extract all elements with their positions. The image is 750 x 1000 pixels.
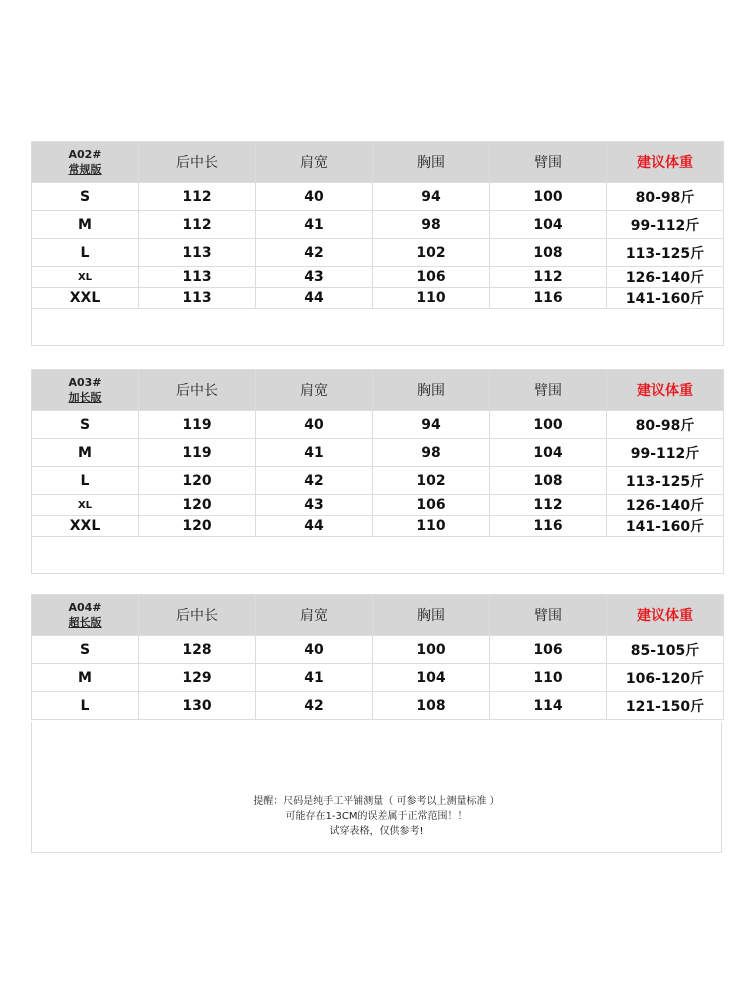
table-header-row xyxy=(32,595,724,636)
table-row xyxy=(32,267,724,288)
chest-value: 110 xyxy=(373,516,490,537)
header-weight: 建议体重 xyxy=(607,142,724,183)
arm-value: 112 xyxy=(490,495,607,516)
empty-cell xyxy=(32,309,724,346)
table-row xyxy=(32,183,724,211)
chest-value: 94 xyxy=(373,411,490,439)
length-value: 112 xyxy=(139,183,256,211)
arm-value: 100 xyxy=(490,183,607,211)
arm-value: 114 xyxy=(490,692,607,720)
chest-value: 110 xyxy=(373,288,490,309)
size-table-a02 xyxy=(31,141,724,346)
weight-value: 99-112斤 xyxy=(607,439,724,467)
shoulder-value: 41 xyxy=(256,439,373,467)
header-length: 后中长 xyxy=(139,142,256,183)
weight-value: 85-105斤 xyxy=(607,636,724,664)
arm-value: 108 xyxy=(490,239,607,267)
length-value: 128 xyxy=(139,636,256,664)
table-header-row xyxy=(32,370,724,411)
size-table-a04 xyxy=(31,594,724,720)
chest-value: 98 xyxy=(373,211,490,239)
arm-value: 104 xyxy=(490,211,607,239)
header-shoulder: 肩宽 xyxy=(256,595,373,636)
model-name: 常规版 xyxy=(68,163,102,176)
note-line: 提醒：尺码是纯手工平铺测量（ 可参考以上测量标准 ） xyxy=(253,796,500,807)
table-row xyxy=(32,411,724,439)
weight-value: 126-140斤 xyxy=(607,267,724,288)
weight-value: 80-98斤 xyxy=(607,411,724,439)
shoulder-value: 42 xyxy=(256,692,373,720)
chest-value: 106 xyxy=(373,267,490,288)
table-row xyxy=(32,467,724,495)
length-value: 113 xyxy=(139,239,256,267)
shoulder-value: 44 xyxy=(256,516,373,537)
measurement-notes xyxy=(32,794,721,839)
model-code: A04# xyxy=(68,601,102,614)
header-chest: 胸围 xyxy=(373,595,490,636)
length-value: 129 xyxy=(139,664,256,692)
weight-value: 80-98斤 xyxy=(607,183,724,211)
table-row xyxy=(32,495,724,516)
model-code: A03# xyxy=(68,376,102,389)
header-length: 后中长 xyxy=(139,370,256,411)
weight-value: 106-120斤 xyxy=(607,664,724,692)
header-length: 后中长 xyxy=(139,595,256,636)
header-chest: 胸围 xyxy=(373,142,490,183)
length-value: 119 xyxy=(139,411,256,439)
length-value: 113 xyxy=(139,267,256,288)
header-chest: 胸围 xyxy=(373,370,490,411)
weight-value: 121-150斤 xyxy=(607,692,724,720)
size-label: XXL xyxy=(32,516,139,537)
arm-value: 104 xyxy=(490,439,607,467)
table-row xyxy=(32,211,724,239)
shoulder-value: 40 xyxy=(256,183,373,211)
arm-value: 116 xyxy=(490,516,607,537)
weight-value: 141-160斤 xyxy=(607,288,724,309)
length-value: 120 xyxy=(139,467,256,495)
size-label: M xyxy=(32,664,139,692)
shoulder-value: 42 xyxy=(256,467,373,495)
empty-cell xyxy=(32,537,724,574)
model-cell xyxy=(32,370,139,411)
model-code: A02# xyxy=(68,148,102,161)
weight-value: 113-125斤 xyxy=(607,467,724,495)
model-cell xyxy=(32,595,139,636)
weight-value: 99-112斤 xyxy=(607,211,724,239)
arm-value: 110 xyxy=(490,664,607,692)
table-empty-row xyxy=(32,537,724,574)
table-empty-row xyxy=(32,309,724,346)
size-label: L xyxy=(32,467,139,495)
shoulder-value: 40 xyxy=(256,411,373,439)
shoulder-value: 43 xyxy=(256,267,373,288)
weight-value: 126-140斤 xyxy=(607,495,724,516)
chest-value: 104 xyxy=(373,664,490,692)
chest-value: 98 xyxy=(373,439,490,467)
size-table-a03 xyxy=(31,369,724,574)
table-row xyxy=(32,636,724,664)
model-name: 加长版 xyxy=(68,391,102,404)
shoulder-value: 40 xyxy=(256,636,373,664)
shoulder-value: 42 xyxy=(256,239,373,267)
arm-value: 116 xyxy=(490,288,607,309)
weight-value: 113-125斤 xyxy=(607,239,724,267)
length-value: 119 xyxy=(139,439,256,467)
arm-value: 100 xyxy=(490,411,607,439)
header-shoulder: 肩宽 xyxy=(256,370,373,411)
model-name: 超长版 xyxy=(68,616,102,629)
size-label: XL xyxy=(32,267,139,288)
shoulder-value: 41 xyxy=(256,211,373,239)
chest-value: 100 xyxy=(373,636,490,664)
size-label: S xyxy=(32,183,139,211)
header-arm: 臂围 xyxy=(490,142,607,183)
table-row xyxy=(32,692,724,720)
chest-value: 102 xyxy=(373,239,490,267)
header-arm: 臂围 xyxy=(490,370,607,411)
header-weight: 建议体重 xyxy=(607,595,724,636)
size-label: L xyxy=(32,692,139,720)
chest-value: 102 xyxy=(373,467,490,495)
length-value: 120 xyxy=(139,495,256,516)
arm-value: 106 xyxy=(490,636,607,664)
header-arm: 臂围 xyxy=(490,595,607,636)
table-row xyxy=(32,439,724,467)
shoulder-value: 43 xyxy=(256,495,373,516)
model-cell xyxy=(32,142,139,183)
size-label: L xyxy=(32,239,139,267)
note-line: 可能存在1-3CM的误差属于正常范围！！ xyxy=(285,811,468,822)
table-row xyxy=(32,239,724,267)
size-label: XL xyxy=(32,495,139,516)
arm-value: 108 xyxy=(490,467,607,495)
arm-value: 112 xyxy=(490,267,607,288)
shoulder-value: 41 xyxy=(256,664,373,692)
length-value: 130 xyxy=(139,692,256,720)
header-shoulder: 肩宽 xyxy=(256,142,373,183)
size-label: M xyxy=(32,439,139,467)
header-weight: 建议体重 xyxy=(607,370,724,411)
chest-value: 108 xyxy=(373,692,490,720)
table-header-row xyxy=(32,142,724,183)
length-value: 120 xyxy=(139,516,256,537)
table-row xyxy=(32,288,724,309)
chest-value: 106 xyxy=(373,495,490,516)
table-row xyxy=(32,664,724,692)
chest-value: 94 xyxy=(373,183,490,211)
length-value: 112 xyxy=(139,211,256,239)
size-label: XXL xyxy=(32,288,139,309)
size-label: S xyxy=(32,411,139,439)
table-row xyxy=(32,516,724,537)
notes-box xyxy=(31,722,722,853)
size-label: S xyxy=(32,636,139,664)
weight-value: 141-160斤 xyxy=(607,516,724,537)
shoulder-value: 44 xyxy=(256,288,373,309)
note-line: 试穿表格，仅供参考! xyxy=(329,826,424,837)
size-label: M xyxy=(32,211,139,239)
length-value: 113 xyxy=(139,288,256,309)
